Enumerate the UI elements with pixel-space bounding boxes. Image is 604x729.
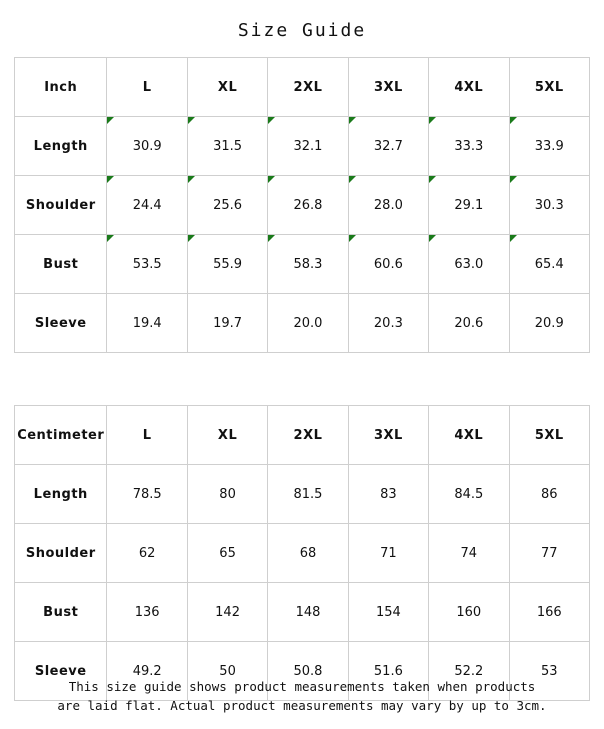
table-row [15, 294, 590, 353]
cell-cm-length-3xl: 83 [348, 465, 428, 524]
footnote-line-2: are laid flat. Actual product measurements may vary by up to 3cm. [57, 698, 547, 713]
row-label-length: Length [15, 117, 107, 176]
column-header-2xl: 2XL [268, 58, 348, 117]
row-label-cm-bust: Bust [15, 583, 107, 642]
cell-inch-length-4xl: 33.3 [429, 117, 509, 176]
cell-cm-bust-xl: 142 [187, 583, 267, 642]
column-header-xl: XL [187, 58, 267, 117]
column-header-4xl: 4XL [429, 58, 509, 117]
cell-inch-sleeve-2xl: 20.0 [268, 294, 348, 353]
cell-inch-sleeve-5xl: 20.9 [509, 294, 590, 353]
cell-cm-sleeve-2xl: 50.8 [268, 642, 348, 701]
cell-inch-shoulder-l: 24.4 [107, 176, 187, 235]
size-table-centimeter [14, 405, 590, 701]
table-row [15, 235, 590, 294]
cell-cm-sleeve-4xl: 52.2 [429, 642, 509, 701]
column-header-cm-xl: XL [187, 406, 267, 465]
cell-inch-shoulder-3xl: 28.0 [348, 176, 428, 235]
table-gap [0, 353, 604, 405]
column-header-3xl: 3XL [348, 58, 428, 117]
cell-cm-sleeve-xl: 50 [187, 642, 267, 701]
cell-inch-shoulder-xl: 25.6 [187, 176, 267, 235]
row-label-bust: Bust [15, 235, 107, 294]
unit-label-centimeter: Centimeter [15, 406, 107, 465]
cell-inch-bust-xl: 55.9 [187, 235, 267, 294]
cell-cm-length-2xl: 81.5 [268, 465, 348, 524]
table-header-row [15, 58, 590, 117]
footnote-line-1: This size guide shows product measurements taken when products [68, 679, 536, 694]
cell-inch-sleeve-xl: 19.7 [187, 294, 267, 353]
cell-cm-shoulder-l: 62 [107, 524, 187, 583]
cell-inch-shoulder-5xl: 30.3 [509, 176, 590, 235]
cell-cm-shoulder-3xl: 71 [348, 524, 428, 583]
cell-cm-length-xl: 80 [187, 465, 267, 524]
row-label-cm-length: Length [15, 465, 107, 524]
cell-cm-shoulder-4xl: 74 [429, 524, 509, 583]
column-header-cm-l: L [107, 406, 187, 465]
cell-inch-length-5xl: 33.9 [509, 117, 590, 176]
size-table-inch [14, 57, 590, 353]
cell-cm-length-5xl: 86 [509, 465, 590, 524]
cell-inch-bust-5xl: 65.4 [509, 235, 590, 294]
cell-cm-bust-5xl: 166 [509, 583, 590, 642]
cell-inch-sleeve-4xl: 20.6 [429, 294, 509, 353]
row-label-cm-sleeve: Sleeve [15, 642, 107, 701]
size-guide-footnote [0, 677, 604, 715]
cell-cm-bust-4xl: 160 [429, 583, 509, 642]
cell-inch-bust-3xl: 60.6 [348, 235, 428, 294]
cell-inch-sleeve-3xl: 20.3 [348, 294, 428, 353]
cell-inch-bust-4xl: 63.0 [429, 235, 509, 294]
cell-inch-length-3xl: 32.7 [348, 117, 428, 176]
row-label-cm-shoulder: Shoulder [15, 524, 107, 583]
column-header-l: L [107, 58, 187, 117]
cell-inch-bust-l: 53.5 [107, 235, 187, 294]
column-header-5xl: 5XL [509, 58, 590, 117]
cell-inch-bust-2xl: 58.3 [268, 235, 348, 294]
cell-cm-shoulder-2xl: 68 [268, 524, 348, 583]
row-label-sleeve: Sleeve [15, 294, 107, 353]
table-row [15, 524, 590, 583]
column-header-cm-3xl: 3XL [348, 406, 428, 465]
cell-inch-shoulder-4xl: 29.1 [429, 176, 509, 235]
column-header-cm-2xl: 2XL [268, 406, 348, 465]
cell-inch-shoulder-2xl: 26.8 [268, 176, 348, 235]
table-row [15, 176, 590, 235]
table-header-row [15, 406, 590, 465]
column-header-cm-4xl: 4XL [429, 406, 509, 465]
cell-cm-sleeve-3xl: 51.6 [348, 642, 428, 701]
cell-inch-length-2xl: 32.1 [268, 117, 348, 176]
page-title: Size Guide [237, 20, 367, 41]
cell-cm-bust-3xl: 154 [348, 583, 428, 642]
cell-inch-length-l: 30.9 [107, 117, 187, 176]
row-label-shoulder: Shoulder [15, 176, 107, 235]
table-row [15, 117, 590, 176]
cell-cm-length-l: 78.5 [107, 465, 187, 524]
cell-cm-bust-2xl: 148 [268, 583, 348, 642]
cell-cm-sleeve-l: 49.2 [107, 642, 187, 701]
table-row [15, 583, 590, 642]
cell-cm-shoulder-5xl: 77 [509, 524, 590, 583]
cell-cm-shoulder-xl: 65 [187, 524, 267, 583]
table-row [15, 465, 590, 524]
cell-inch-sleeve-l: 19.4 [107, 294, 187, 353]
unit-label-inch: Inch [15, 58, 107, 117]
column-header-cm-5xl: 5XL [509, 406, 590, 465]
cell-inch-length-xl: 31.5 [187, 117, 267, 176]
cell-cm-length-4xl: 84.5 [429, 465, 509, 524]
cell-cm-sleeve-5xl: 53 [509, 642, 590, 701]
cell-cm-bust-l: 136 [107, 583, 187, 642]
